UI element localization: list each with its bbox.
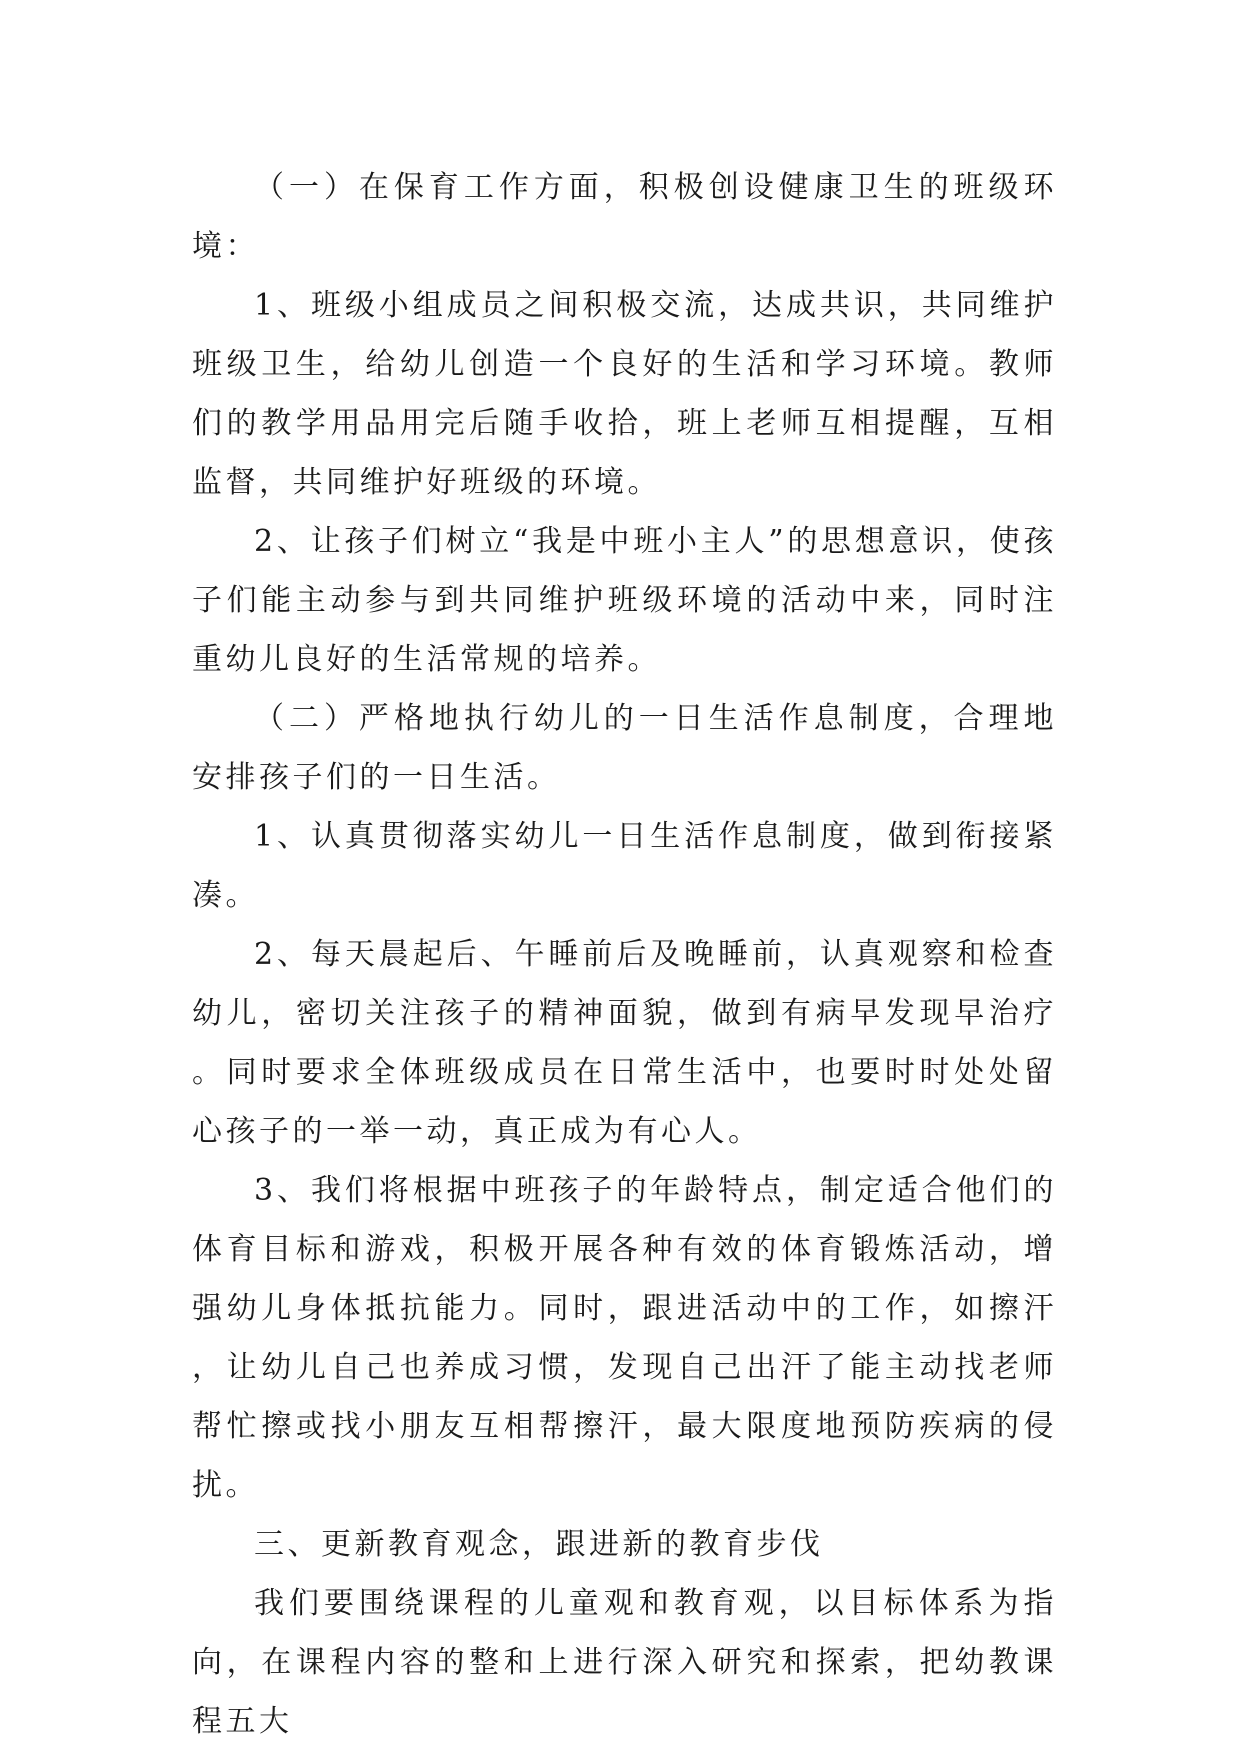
paragraph-item-1: 1、班级小组成员之间积极交流，达成共识，共同维护班级卫生，给幼儿创造一个良好的生活和学习环境。教师们的教学用品用完后随手收拾，班上老师互相提醒，互相监督，共同维护好班级的环境。	[192, 288, 1057, 500]
paragraph-item-2-observation: 2、每天晨起后、午睡前后及晚睡前，认真观察和检查幼儿，密切关注孩子的精神面貌，做到有病早发现早治疗。同时要求全体班级成员在日常生活中，也要时时处处留心孩子的一举一动，真正成为有心人。	[192, 937, 1057, 1149]
document-body	[192, 158, 1057, 1751]
paragraph-section-one-heading: （一）在保育工作方面，积极创设健康卫生的班级环境：	[192, 170, 1057, 264]
paragraph-section-two-heading: （二）严格地执行幼儿的一日生活作息制度，合理地安排孩子们的一日生活。	[192, 701, 1057, 795]
paragraph-item-1-schedule: 1、认真贯彻落实幼儿一日生活作息制度，做到衔接紧凑。	[192, 819, 1057, 913]
paragraph-item-2: 2、让孩子们树立“我是中班小主人”的思想意识，使孩子们能主动参与到共同维护班级环境的活动中来，同时注重幼儿良好的生活常规的培养。	[192, 524, 1057, 677]
paragraph-item-3-exercise: 3、我们将根据中班孩子的年龄特点，制定适合他们的体育目标和游戏，积极开展各种有效的体育锻炼活动，增强幼儿身体抵抗能力。同时，跟进活动中的工作，如擦汗，让幼儿自己也养成习惯，发现自己出汗了能主动找老师帮忙擦或找小朋友互相帮擦汗，最大限度地预防疾病的侵扰。	[192, 1173, 1057, 1503]
paragraph-curriculum: 我们要围绕课程的儿童观和教育观，以目标体系为指向，在课程内容的整和上进行深入研究和探索，把幼教课程五大	[192, 1586, 1057, 1739]
paragraph-section-three-heading: 三、更新教育观念，跟进新的教育步伐	[254, 1527, 824, 1562]
